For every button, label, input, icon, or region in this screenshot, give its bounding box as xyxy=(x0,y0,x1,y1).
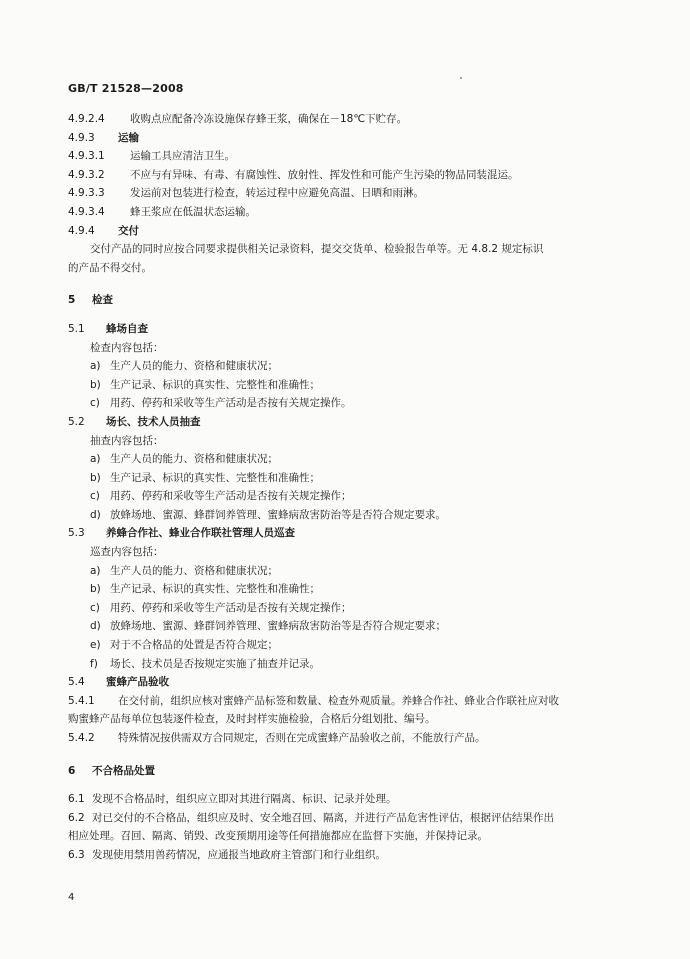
clause-5-2-heading xyxy=(68,413,628,432)
page-number: 4 xyxy=(68,892,75,903)
list-marker: c) xyxy=(90,601,100,614)
list-marker: a) xyxy=(90,564,101,577)
clause-4-9-4-heading xyxy=(68,222,628,241)
scan-speck xyxy=(460,77,462,79)
list-marker: c) xyxy=(90,397,100,410)
paragraph-line: 交付产品的同时应按合同要求提供相关记录资料，提交交货单、检验报告单等。无 4.8.2 规定标识 xyxy=(90,243,544,256)
list-text: 放蜂场地、蜜源、蜂群饲养管理、蜜蜂病敌害防治等是否符合规定要求。 xyxy=(110,508,446,521)
clause-title: 交付 xyxy=(118,224,139,237)
list-text: 生产记录、标识的真实性、完整性和准确性； xyxy=(110,471,320,484)
clause-4-9-3-1 xyxy=(68,147,628,166)
list-marker: a) xyxy=(90,360,101,373)
paragraph-line: 购蜜蜂产品每单位包装逐件检查，及时封样实施检验，合格后分组划批、编号。 xyxy=(68,713,436,726)
clause-title: 运输 xyxy=(118,131,139,144)
clause-title: 养蜂合作社、蜂业合作联社管理人员巡查 xyxy=(106,527,295,540)
clause-number: 4.9.4 xyxy=(68,224,95,237)
list-marker: b) xyxy=(90,378,101,391)
clause-text: 对已交付的不合格品，组织应及时、安全地召回、隔离，并进行产品危害性评估，根据评估结果作出 xyxy=(92,811,554,824)
chapter-5-heading xyxy=(68,291,628,310)
list-marker: e) xyxy=(90,639,101,652)
list-marker: a) xyxy=(90,453,101,466)
list-text: 用药、停药和采收等生产活动是否按有关规定操作。 xyxy=(110,397,352,410)
list-item xyxy=(68,487,628,506)
clause-number: 4.9.3.4 xyxy=(68,205,105,218)
chapter-title: 检查 xyxy=(92,294,113,307)
clause-text: 特殊情况按供需双方合同规定，否则在完成蜜蜂产品验收之前，不能放行产品。 xyxy=(118,732,486,744)
clause-5-4-heading xyxy=(68,673,628,692)
clause-6-3 xyxy=(68,846,628,865)
list-item xyxy=(68,376,628,395)
list-item xyxy=(68,655,628,674)
clause-text: 在交付前，组织应核对蜜蜂产品标签和数量、检查外观质量。养蜂合作社、蜂业合作联社应对收 xyxy=(118,694,559,707)
clause-4-9-3-4 xyxy=(68,203,628,222)
list-item xyxy=(68,636,628,655)
clause-number: 6.2 xyxy=(68,811,85,824)
clause-5-3-heading xyxy=(68,524,628,543)
clause-5-4-1 xyxy=(68,692,628,711)
list-text: 场长、技术员是否按规定实施了抽查并记录。 xyxy=(110,657,320,670)
clause-5-4-2 xyxy=(68,729,628,748)
clause-text: 发现使用禁用兽药情况，应通报当地政府主管部门和行业组织。 xyxy=(92,848,386,861)
clause-4-9-3-3 xyxy=(68,184,628,203)
list-item xyxy=(68,506,628,525)
clause-number: 5.1 xyxy=(68,322,85,335)
list-item xyxy=(68,469,628,488)
list-item xyxy=(68,562,628,581)
clause-number: 5.3 xyxy=(68,527,85,540)
chapter-title: 不合格品处置 xyxy=(92,764,155,777)
clause-number: 4.9.3.2 xyxy=(68,168,105,181)
clause-number: 6.3 xyxy=(68,848,85,861)
list-text: 用药、停药和采收等生产活动是否按有关规定操作； xyxy=(110,490,352,503)
list-marker: c) xyxy=(90,490,100,503)
list-text: 放蜂场地、蜜源、蜂群饲养管理、蜜蜂病敌害防治等是否符合规定要求； xyxy=(110,620,446,633)
clause-number: 4.9.2.4 xyxy=(68,113,105,125)
paragraph-line: 的产品不得交付。 xyxy=(68,261,152,274)
paragraph-line: 相应处理。召回、隔离、销毁、改变预期用途等任何措施都应在监督下实施，并保持记录。 xyxy=(68,830,488,843)
clause-title: 蜂场自查 xyxy=(106,322,148,335)
list-text: 生产人员的能力、资格和健康状况； xyxy=(110,453,278,466)
clause-4-9-2-4 xyxy=(68,110,628,129)
list-marker: f) xyxy=(90,657,98,670)
clause-text: 发现不合格品时，组织应立即对其进行隔离、标识、记录并处理。 xyxy=(92,793,397,806)
list-text: 用药、停药和采收等生产活动是否按有关规定操作； xyxy=(110,601,352,614)
list-item xyxy=(68,357,628,376)
standard-code-header: GB/T 21528—2008 xyxy=(68,82,184,95)
clause-number: 5.4.1 xyxy=(68,694,95,707)
list-text: 生产人员的能力、资格和健康状况； xyxy=(110,564,278,577)
list-intro: 检查内容包括： xyxy=(90,341,164,354)
list-marker: b) xyxy=(90,471,101,484)
list-text: 生产记录、标识的真实性、完整性和准确性； xyxy=(110,583,320,596)
list-item xyxy=(68,580,628,599)
clause-6-2 xyxy=(68,809,628,828)
list-item xyxy=(68,450,628,469)
clause-text: 运输工具应清洁卫生。 xyxy=(130,150,235,163)
document-body xyxy=(68,110,628,865)
clause-5-1-heading xyxy=(68,320,628,339)
clause-title: 蜜蜂产品验收 xyxy=(106,676,169,689)
clause-number: 4.9.3.3 xyxy=(68,187,105,200)
list-text: 生产人员的能力、资格和健康状况； xyxy=(110,360,278,373)
clause-text: 发运前对包装进行检查，转运过程中应避免高温、日晒和雨淋。 xyxy=(130,187,424,200)
list-intro: 抽查内容包括： xyxy=(90,434,164,447)
list-item xyxy=(68,394,628,413)
chapter-number: 5 xyxy=(68,294,76,307)
list-marker: d) xyxy=(90,508,101,521)
list-item xyxy=(68,617,628,636)
clause-text: 不应与有异味、有毒、有腐蚀性、放射性、挥发性和可能产生污染的物品同装混运。 xyxy=(130,168,519,181)
clause-number: 5.4 xyxy=(68,676,85,689)
list-marker: b) xyxy=(90,583,101,596)
list-marker: d) xyxy=(90,620,101,633)
clause-number: 5.4.2 xyxy=(68,732,95,744)
clause-title: 场长、技术人员抽查 xyxy=(106,415,201,428)
list-intro: 巡查内容包括： xyxy=(90,546,164,559)
chapter-6-heading xyxy=(68,762,628,781)
clause-6-1 xyxy=(68,790,628,809)
clause-number: 4.9.3.1 xyxy=(68,150,105,163)
list-text: 对于不合格品的处置是否符合规定； xyxy=(110,639,278,652)
clause-number: 6.1 xyxy=(68,793,85,806)
clause-text: 蜂王浆应在低温状态运输。 xyxy=(130,205,256,218)
chapter-number: 6 xyxy=(68,764,76,777)
clause-number: 5.2 xyxy=(68,415,85,428)
clause-4-9-3-2 xyxy=(68,166,628,185)
clause-4-9-3-heading xyxy=(68,129,628,148)
clause-text: 收购点应配备冷冻设施保存蜂王浆，确保在－18℃下贮存。 xyxy=(130,113,408,125)
list-item xyxy=(68,599,628,618)
list-text: 生产记录、标识的真实性、完整性和准确性； xyxy=(110,378,320,391)
clause-number: 4.9.3 xyxy=(68,131,95,144)
